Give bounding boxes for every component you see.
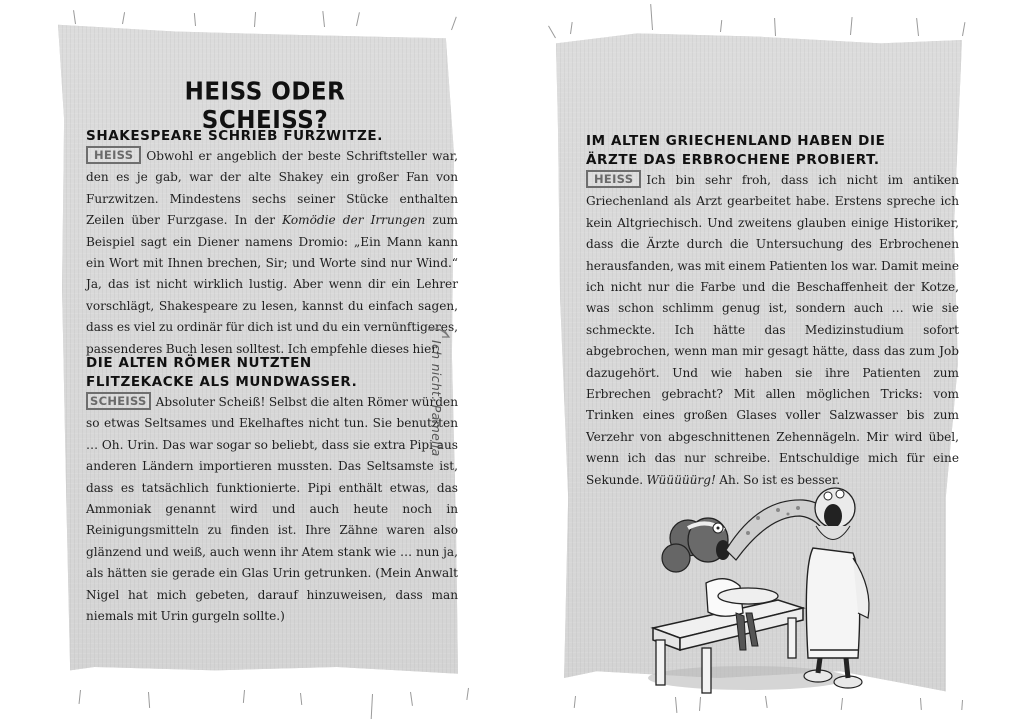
verdict-badge-scheiss: SCHEISS (86, 392, 151, 410)
cartoon-illustration (628, 478, 878, 698)
section-body: HEISS Ich bin sehr froh, dass ich nicht im antiken Griechenland als Arzt gearbeitet habe. Erstens spreche ich kein Altgriechisch. Und zweitens glauben einige Historiker, dass die Ärzte durch die Untersuchung des Erbrochenen herausfanden, was mit einem Patienten los war. Damit meine ich nicht nur die Farbe und die Beschaffenheit der Kotze, was schon schlimm genug ist, sondern auch … wie sie schmeckte. Ich hätte das Medizinstudium sofort abgebrochen, wenn man mir gesagt hätte, dass das zum Job dazugehört. Und wie haben sie ihre Patienten zum Erbrechen gebracht? Mit allen möglichen Tricks: vom Trinken eines großen Glases voller Salzwasser bis zum Verzehr von abgeschnittenen Zehennägeln. Mir wird übel, wenn ich das nur schreibe. Entschuldige mich für eine Sekunde. Wüüüüürg! Ah. So ist es besser. (586, 172, 959, 487)
section-heading: SHAKESPEARE SCHRIEB FURZWITZE. (86, 128, 383, 144)
book-title: Komödie der Irrungen (282, 213, 426, 228)
section-roman-mouthwash (86, 354, 458, 627)
verdict-badge-heiss: HEISS (86, 146, 141, 164)
section-shakespeare (86, 127, 458, 360)
page-title: HEISS ODER SCHEISS? (184, 77, 346, 135)
section-heading: IM ALTEN GRIECHENLAND HABEN DIE ÄRZTE DAS ERBROCHENE PROBIERT. (586, 133, 886, 168)
handwritten-margin-note: Ich nicht. Pamella (429, 340, 444, 457)
verdict-badge-heiss: HEISS (586, 170, 641, 188)
section-greek-doctors (586, 132, 959, 491)
section-heading: DIE ALTEN RÖMER NUTZTEN FLITZEKACKE ALS MUNDWASSER. (86, 355, 358, 390)
section-body: HEISS Obwohl er angeblich der beste Schriftsteller war, den es je gab, war der alte Shakey ein großer Fan von Furzwitzen. Mindestens sechs seiner Stücke enthalten Zeilen über Furzgase. In der Komödie der Irrungen zum Beispiel sagt ein Diener namens Dromio: „Ein Mann kann ein Wort mit Ihnen brechen, Sir; und Worte sind nur Wind.“ Ja, das ist nicht wirklich lustig. Aber wenn dir ein Lehrer vorschlägt, Shakespeare zu lesen, kannst du einfach sagen, dass es viel zu ordinär für dich ist und du ein vernünftigeres, passenderes Buch lesen solltest. Ich empfehle dieses hier. (86, 148, 459, 356)
exclamation: Wüüüüürg! (646, 472, 716, 487)
section-body: SCHEISS Absoluter Scheiß! Selbst die alten Römer würden so etwas Seltsames und Ekelhaftes nicht tun. Sie benutzten … Oh. Urin. Das war sogar so beliebt, dass sie extra Pipi aus anderen Ländern importieren mussten. Das Seltsamste ist, dass es tatsächlich funktionierte. Pipi enthält etwas, das Ammoniak genannt wird und auch heute noch in Reinigungsmitteln zu finden ist. Ihre Zähne waren also glänzend und weiß, auch wenn ihr Atem stank wie … nun ja, als hätten sie gerade ein Glas Urin getrunken. (Mein Anwalt Nigel hat mich gebeten, darauf hinzuweisen, dass man niemals mit Urin gurgeln sollte.) (86, 394, 458, 624)
